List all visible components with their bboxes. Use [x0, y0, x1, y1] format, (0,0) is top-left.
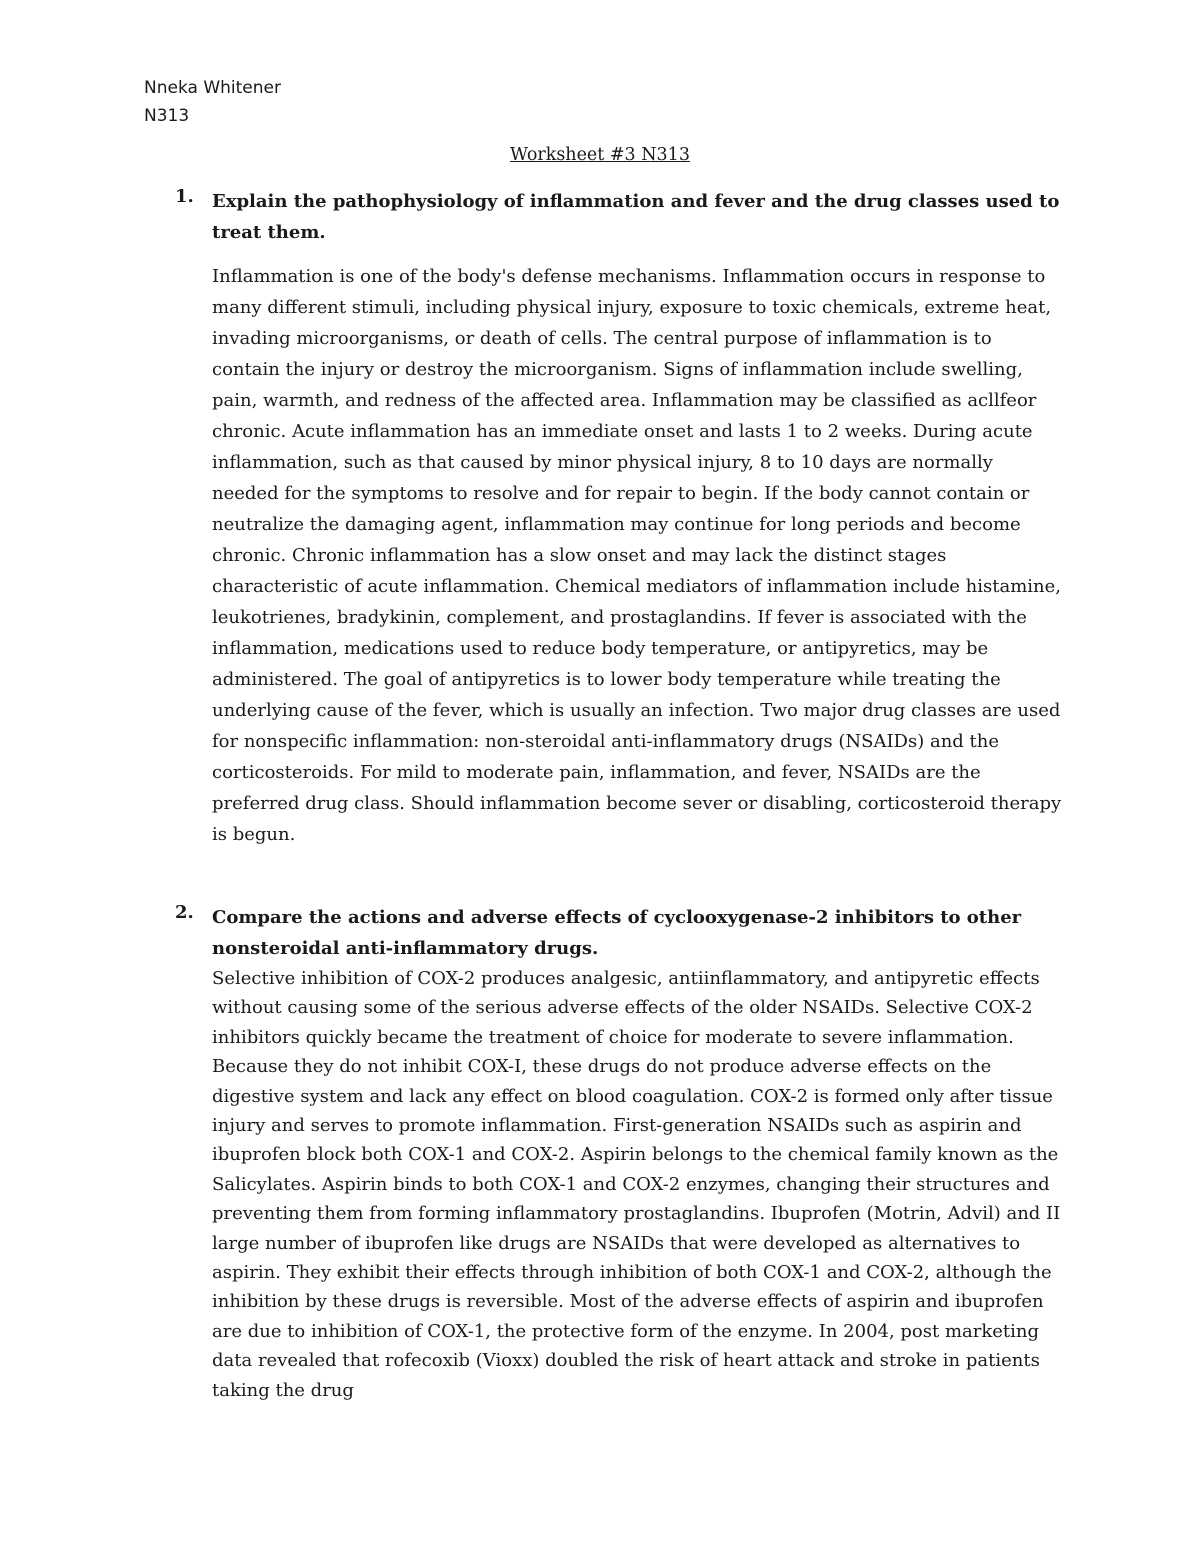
document-header — [144, 74, 281, 130]
question-number: 2. — [175, 902, 194, 923]
author-name: Nneka Whitener — [144, 78, 281, 98]
question-number: 1. — [175, 186, 194, 207]
question-1 — [175, 186, 1065, 850]
question-answer: Inflammation is one of the body's defense mechanisms. Inflammation occurs in response to many different stimuli, including physical injury, exposure to toxic chemicals, extreme heat, invading microorganisms, or death of cells. The central purpose of inflammation is to contain the injury or destroy the microorganism. Signs of inflammation include swelling, pain, warmth, and redness of the affected area. Inflammation may be classified as acllfeor chronic. Acute inflammation has an immediate onset and lasts 1 to 2 weeks. During acute inflammation, such as that caused by minor physical injury, 8 to 10 days are normally needed for the symptoms to resolve and for repair to begin. If the body cannot contain or neutralize the damaging agent, inflammation may continue for long periods and become chronic. Chronic inflammation has a slow onset and may lack the distinct stages characteristic of acute inflammation. Chemical mediators of inflammation include histamine, leukotrienes, bradykinin, complement, and prostaglandins. If fever is associated with the inflammation, medications used to reduce body temperature, or antipyretics, may be administered. The goal of antipyretics is to lower body temperature while treating the underlying cause of the fever, which is usually an infection. Two major drug classes are used for nonspecific inflammation: non-steroidal anti-inflammatory drugs (NSAIDs) and the corticosteroids. For mild to moderate pain, inflammation, and fever, NSAIDs are the preferred drug class. Should inflammation become sever or disabling, corticosteroid therapy is begun. — [212, 266, 1062, 845]
question-prompt: Explain the pathophysiology of inflammation and fever and the drug classes used to treat them. — [212, 191, 1060, 243]
question-2 — [175, 902, 1065, 1405]
question-answer: Selective inhibition of COX-2 produces analgesic, antiinflammatory, and antipyretic effects without causing some of the serious adverse effects of the older NSAIDs. Selective COX-2 inhibitors quickly became the treatment of choice for moderate to severe inflammation. Because they do not inhibit COX-I, these drugs do not produce adverse effects on the digestive system and lack any effect on blood coagulation. COX-2 is formed only after tissue injury and serves to promote inflammation. First-generation NSAIDs such as aspirin and ibuprofen block both COX-1 and COX-2. Aspirin belongs to the chemical family known as the Salicylates. Aspirin binds to both COX-1 and COX-2 enzymes, changing their structures and preventing them from forming inflammatory prostaglandins. Ibuprofen (Motrin, Advil) and II large number of ibuprofen like drugs are NSAIDs that were developed as alternatives to aspirin. They exhibit their effects through inhibition of both COX-1 and COX-2, although the inhibition by these drugs is reversible. Most of the adverse effects of aspirin and ibuprofen are due to inhibition of COX-1, the protective form of the enzyme. In 2004, post marketing data revealed that rofecoxib (Vioxx) doubled the risk of heart attack and stroke in patients taking the drug — [212, 968, 1061, 1401]
course-code: N313 — [144, 106, 190, 126]
question-prompt: Compare the actions and adverse effects of cyclooxygenase-2 inhibitors to other nonsteroidal anti-inflammatory drugs. — [212, 907, 1022, 959]
worksheet-title: Worksheet #3 N313 — [510, 145, 690, 165]
